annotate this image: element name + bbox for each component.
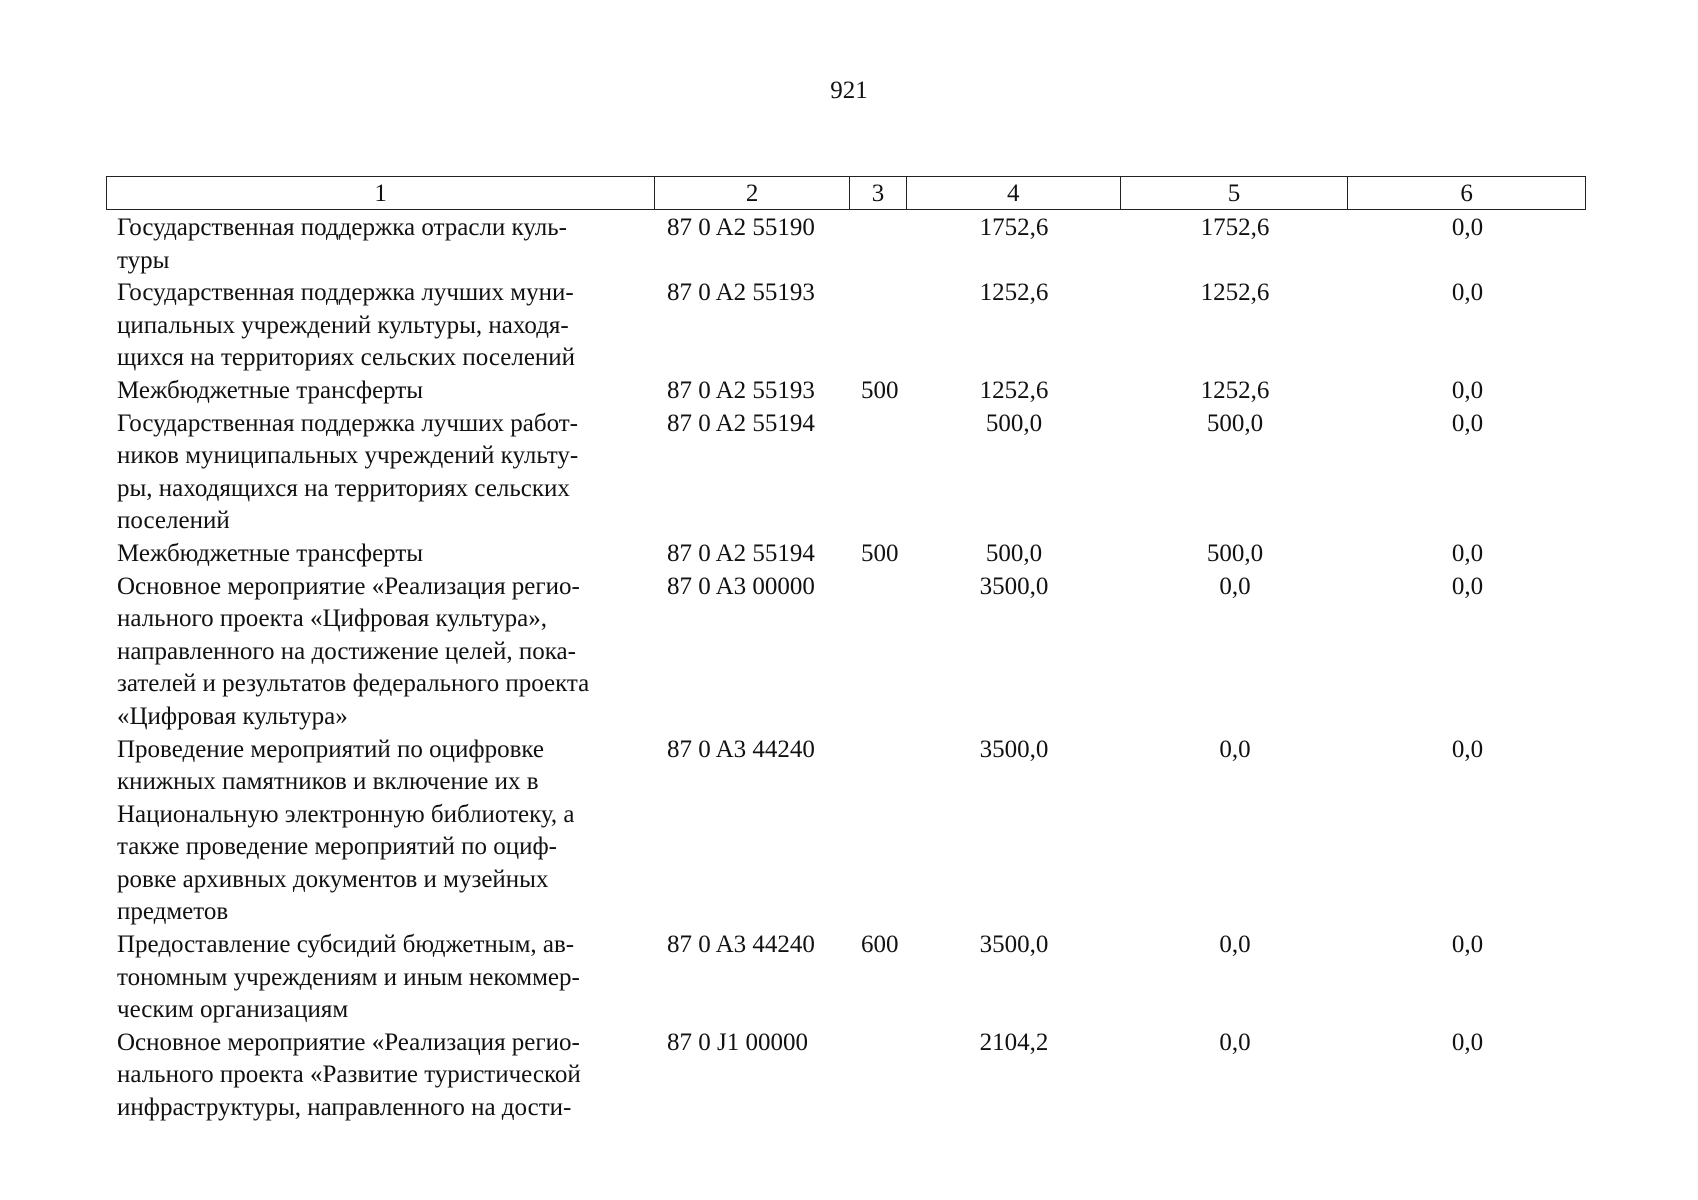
row-description bbox=[106, 408, 655, 538]
table-row bbox=[106, 538, 1586, 571]
description-line: Межбюджетные трансферты bbox=[117, 539, 424, 567]
row-value-4: 3500,0 bbox=[979, 572, 1049, 600]
row-code: 87 0 A2 55193 bbox=[667, 279, 815, 307]
row-value-5: 1252,6 bbox=[1200, 279, 1270, 307]
row-description bbox=[106, 571, 655, 734]
row-value-5: 0,0 bbox=[1219, 572, 1251, 600]
table-row bbox=[106, 1027, 1586, 1125]
row-type bbox=[850, 408, 907, 538]
row-description bbox=[106, 375, 655, 408]
row-value-5: 1252,6 bbox=[1200, 376, 1270, 404]
description-line: Предоставление субсидий бюджетным, ав- bbox=[117, 931, 575, 959]
row-value-6: 0,0 bbox=[1451, 931, 1484, 959]
column-header-2: 2 bbox=[655, 177, 850, 209]
table-row bbox=[106, 375, 1586, 408]
description-line: ры, находящихся на территориях сельских bbox=[117, 474, 570, 502]
column-header-5: 5 bbox=[1121, 177, 1349, 209]
table-header bbox=[106, 176, 1586, 210]
description-line: Национальную электронную библиотеку, а bbox=[117, 800, 575, 828]
row-value-6: 0,0 bbox=[1451, 214, 1484, 241]
row-description bbox=[106, 277, 655, 375]
row-code: 87 0 A3 44240 bbox=[667, 931, 815, 959]
description-line: тономным учреждениям и иным некоммер- bbox=[117, 963, 580, 991]
table-row bbox=[106, 571, 1586, 734]
description-line: ровке архивных документов и музейных bbox=[117, 865, 549, 893]
description-line: Государственная поддержка лучших муни- bbox=[117, 279, 574, 307]
row-value-5: 500,0 bbox=[1206, 409, 1264, 437]
description-line: нального проекта «Развитие туристической bbox=[117, 1061, 581, 1089]
description-line: книжных памятников и включение их в bbox=[117, 768, 539, 796]
table-row bbox=[106, 929, 1586, 1027]
row-value-5: 0,0 bbox=[1219, 1028, 1251, 1056]
row-code: 87 0 A2 55193 bbox=[667, 376, 815, 404]
row-description bbox=[106, 734, 655, 930]
row-code: 87 0 A3 00000 bbox=[667, 572, 815, 600]
row-code: 87 0 A2 55194 bbox=[667, 409, 815, 437]
description-line: направленного на достижение целей, пока- bbox=[117, 637, 576, 665]
row-value-5: 1752,6 bbox=[1200, 214, 1270, 241]
row-value-5: 500,0 bbox=[1206, 539, 1264, 567]
row-type bbox=[850, 212, 907, 277]
row-value-6: 0,0 bbox=[1451, 279, 1484, 307]
row-type: 500 bbox=[861, 376, 899, 404]
table-row bbox=[106, 277, 1586, 375]
row-value-4: 3500,0 bbox=[979, 735, 1049, 763]
description-line: Государственная поддержка отрасли куль- bbox=[117, 214, 567, 241]
row-value-6: 0,0 bbox=[1451, 1028, 1484, 1056]
description-line: туры bbox=[117, 246, 170, 274]
description-line: Основное мероприятие «Реализация регио- bbox=[117, 572, 580, 600]
column-header-1: 1 bbox=[107, 177, 655, 209]
description-line: предметов bbox=[117, 898, 229, 926]
row-code: 87 0 A2 55190 bbox=[667, 214, 815, 241]
row-type: 500 bbox=[861, 539, 899, 567]
row-value-6: 0,0 bbox=[1451, 735, 1484, 763]
description-line: Государственная поддержка лучших работ- bbox=[117, 409, 579, 437]
row-value-4: 2104,2 bbox=[979, 1028, 1049, 1056]
description-line: зателей и результатов федерального проекта bbox=[117, 670, 590, 698]
row-type bbox=[850, 277, 907, 375]
description-line: Основное мероприятие «Реализация регио- bbox=[117, 1028, 580, 1056]
row-code: 87 0 J1 00000 bbox=[667, 1028, 808, 1056]
description-line: ников муниципальных учреждений культу- bbox=[117, 442, 579, 470]
row-type: 600 bbox=[861, 931, 899, 959]
column-header-3: 3 bbox=[850, 177, 907, 209]
row-description bbox=[106, 1027, 655, 1125]
description-line: нального проекта «Цифровая культура», bbox=[117, 605, 548, 633]
row-value-6: 0,0 bbox=[1451, 572, 1484, 600]
row-code: 87 0 A2 55194 bbox=[667, 539, 815, 567]
row-type bbox=[850, 571, 907, 734]
column-header-6: 6 bbox=[1460, 180, 1473, 207]
description-line: поселений bbox=[117, 507, 230, 535]
description-line: также проведение мероприятий по оциф- bbox=[117, 833, 558, 861]
page-number: 921 bbox=[830, 77, 868, 104]
row-value-4: 1252,6 bbox=[979, 376, 1049, 404]
description-line: ческим организациям bbox=[117, 996, 349, 1024]
row-value-5: 0,0 bbox=[1219, 735, 1251, 763]
row-code: 87 0 A3 44240 bbox=[667, 735, 815, 763]
table-row bbox=[106, 212, 1586, 277]
table-row bbox=[106, 734, 1586, 930]
description-line: Межбюджетные трансферты bbox=[117, 376, 424, 404]
row-value-6: 0,0 bbox=[1451, 376, 1484, 404]
row-type bbox=[850, 734, 907, 930]
table-body bbox=[106, 212, 1586, 1125]
row-value-4: 500,0 bbox=[985, 539, 1043, 567]
row-description bbox=[106, 212, 655, 277]
row-value-4: 500,0 bbox=[985, 409, 1043, 437]
description-line: инфраструктуры, направленного на дости- bbox=[117, 1094, 572, 1122]
table-row bbox=[106, 408, 1586, 538]
row-value-4: 1252,6 bbox=[979, 279, 1049, 307]
row-description bbox=[106, 538, 655, 571]
description-line: щихся на территориях сельских поселений bbox=[117, 344, 576, 372]
description-line: Проведение мероприятий по оцифровке bbox=[117, 735, 545, 763]
row-value-6: 0,0 bbox=[1451, 409, 1484, 437]
row-value-5: 0,0 bbox=[1219, 931, 1251, 959]
column-header-4: 4 bbox=[907, 177, 1121, 209]
row-value-4: 3500,0 bbox=[979, 931, 1049, 959]
row-value-4: 1752,6 bbox=[979, 214, 1049, 241]
description-line: «Цифровая культура» bbox=[117, 702, 348, 730]
description-line: ципальных учреждений культуры, находя- bbox=[117, 311, 569, 339]
row-description bbox=[106, 929, 655, 1027]
row-type bbox=[850, 1027, 907, 1125]
row-value-6: 0,0 bbox=[1451, 539, 1484, 567]
